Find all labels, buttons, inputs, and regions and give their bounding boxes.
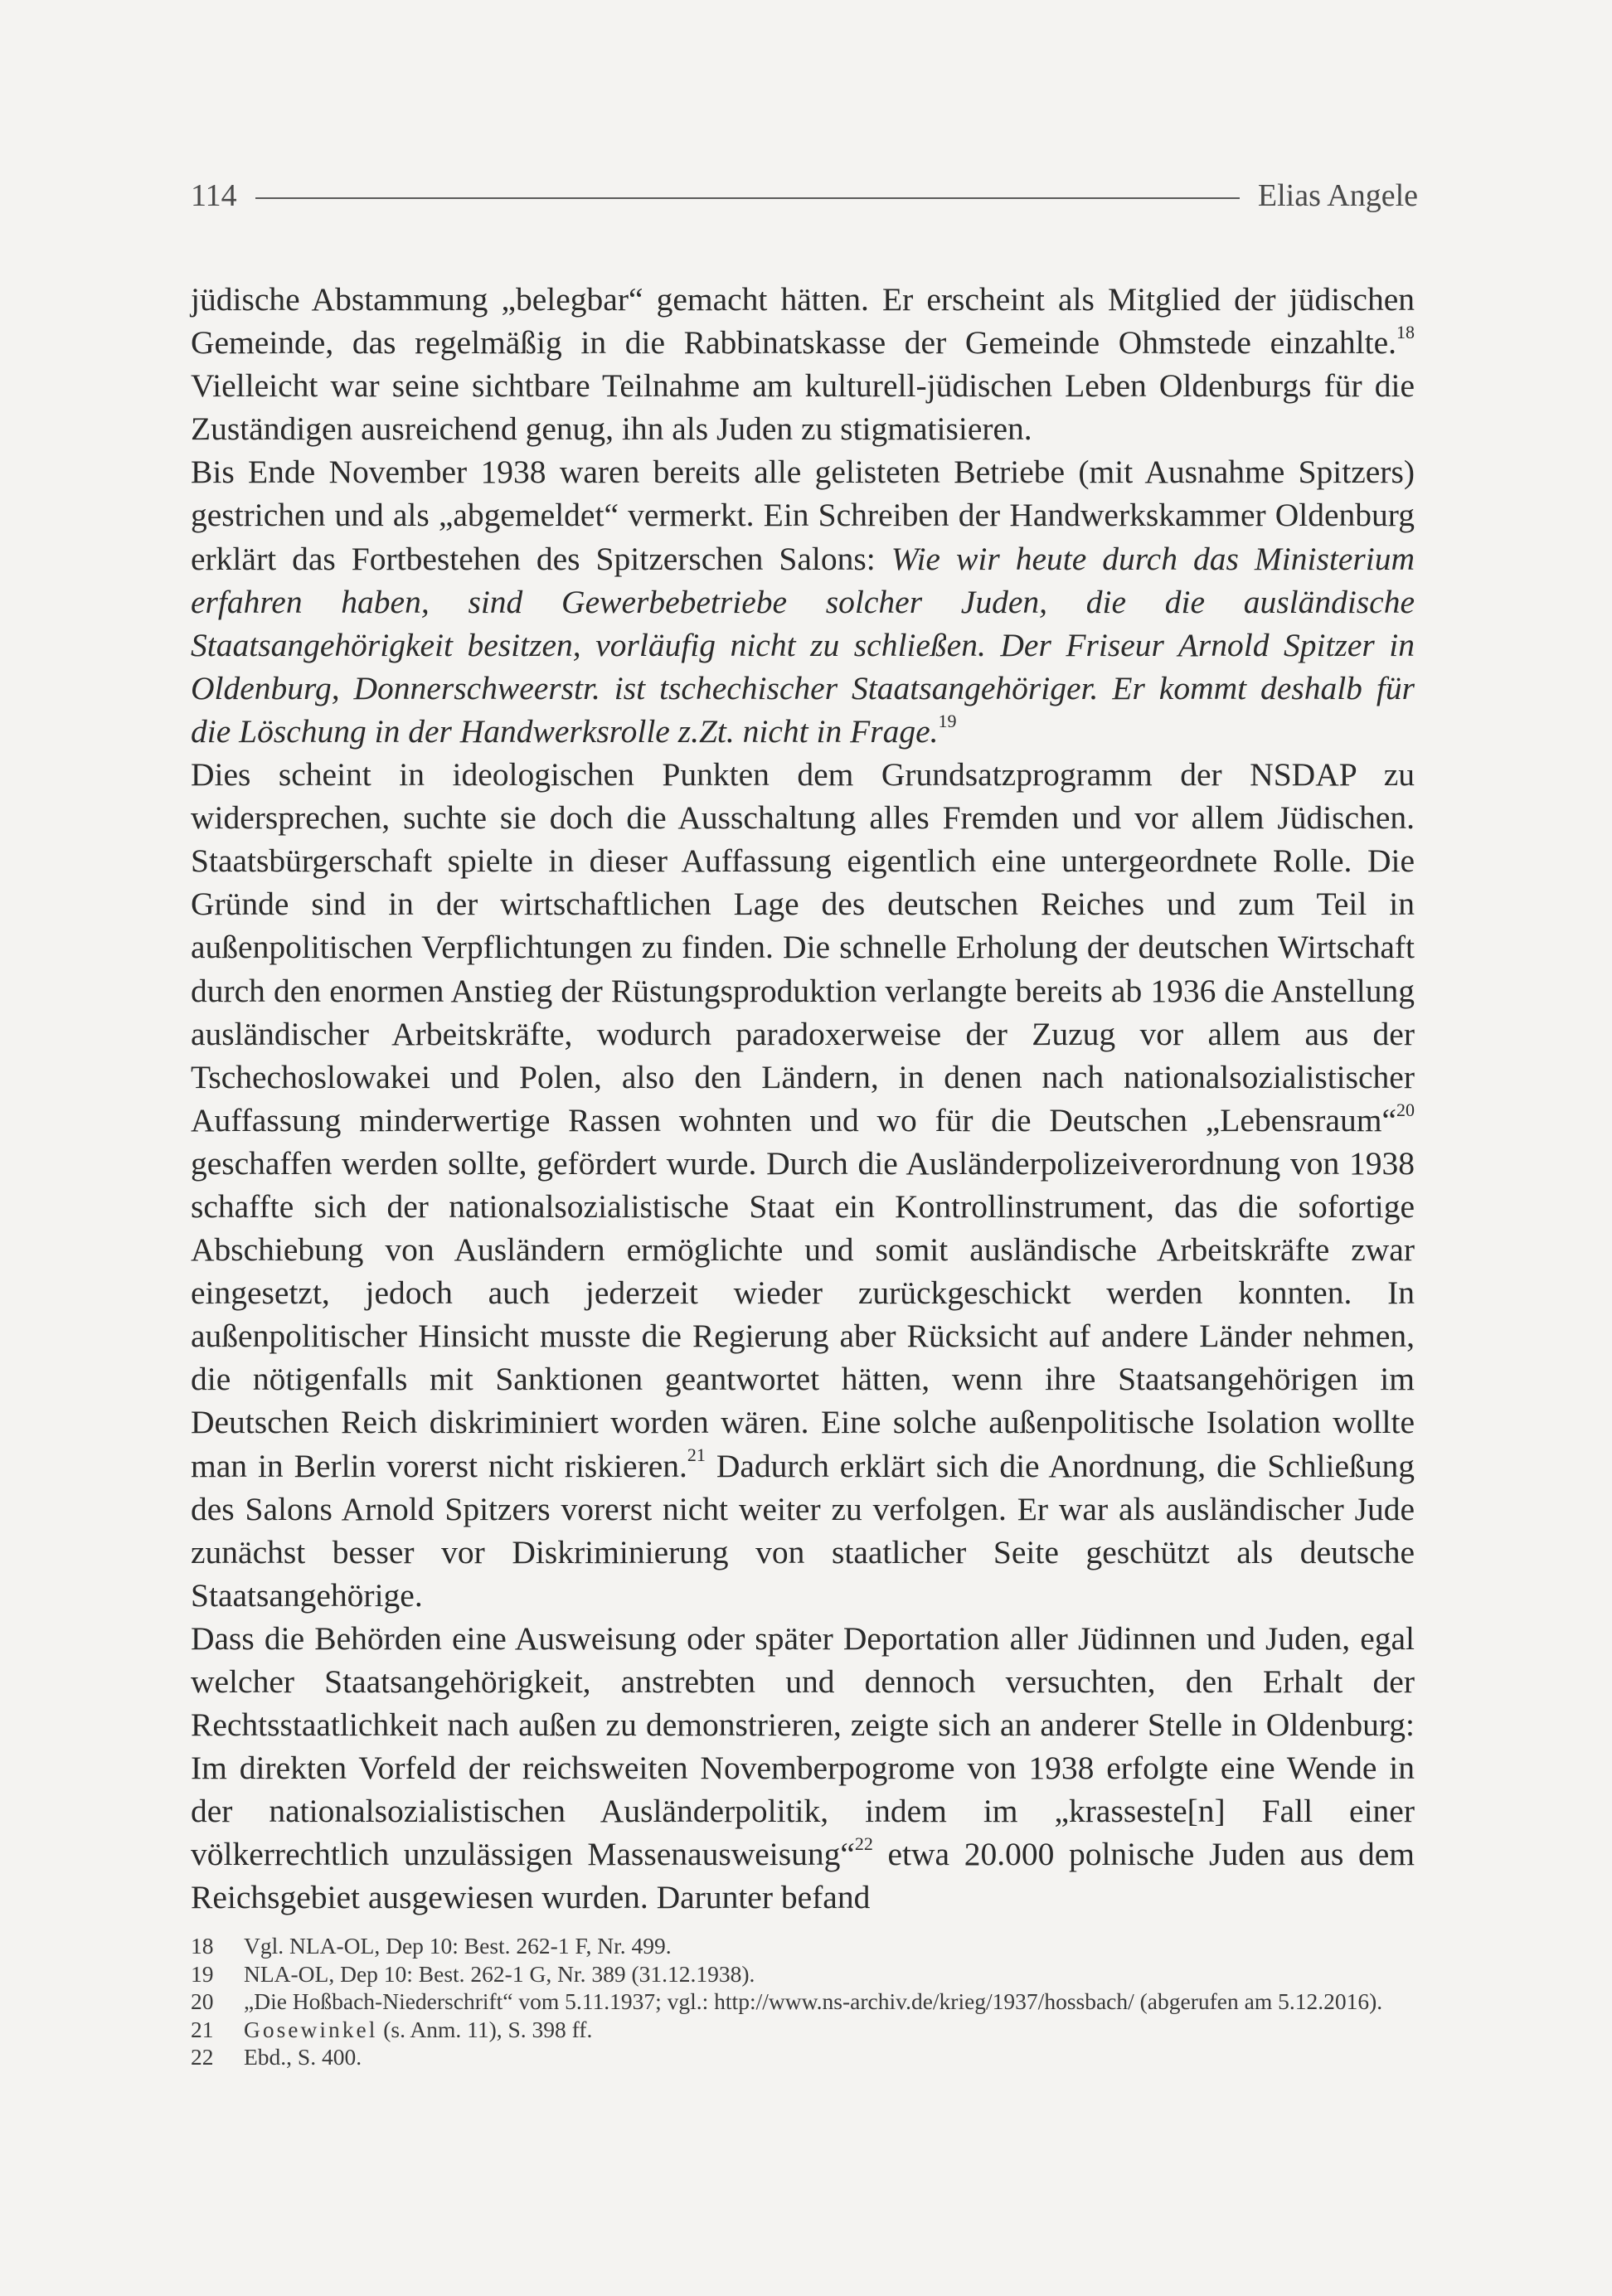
footnote-ref-19: 19 — [938, 710, 957, 731]
footnote-ref-18: 18 — [1396, 321, 1415, 342]
text-segment: jüdische Abstammung „belegbar“ gemacht hätten. Er erscheint als Mitglied der jüdischen Gemeinde, das regelmäßig in die Rabbinatskasse der Gemeinde Ohmstede einzahlte. — [191, 281, 1415, 362]
footnote-ref-22: 22 — [854, 1833, 873, 1855]
archival-quote: Wie wir heute durch das Ministerium erfahren haben, sind Gewerbebetriebe solcher Juden, die die ausländische Staatsangehörigkeit besitzen, vorläufig nicht zu schließen. Der Friseur Arnold Spitzer in Oldenburg, Donnerschweerstr. ist tschechischer Staatsangehöriger. Er kommt deshalb für die Löschung in der Handwerksrolle z.Zt. nicht in Frage. — [191, 540, 1415, 750]
text-segment: Dass die Behörden eine Ausweisung oder später Deportation aller Jüdinnen und Juden, egal welcher Staatsangehörigkeit, anstrebten und dennoch versuchten, den Erhalt der Rechtsstaatlichkeit nach außen zu demonstrieren, zeigte sich an anderer Stelle in Oldenburg: Im direkten Vorfeld der reichsweiten Novemberpogrome von 1938 erfolgte eine Wende in der nationalsozialistischen Ausländerpolitik, indem im „krasseste[n] Fall einer völkerrechtlich unzulässigen Massenausweisung“ — [191, 1619, 1415, 1873]
paragraph-4 — [191, 1617, 1415, 1920]
footnote-text: Vgl. NLA-OL, Dep 10: Best. 262-1 F, Nr. 499. — [244, 1933, 672, 1959]
footnote-text — [244, 2016, 1415, 2044]
footnote-20 — [191, 1988, 1415, 2016]
footnote-number: 20 — [191, 1988, 214, 2014]
text-segment: geschaffen werden sollte, gefördert wurde. Durch die Ausländerpolizeiverordnung von 1938 schaffte sich der nationalsozialistische Staat ein Kontrollinstrument, das die sofortige Abschiebung von Ausländern ermöglichte und somit ausländische Arbeitskräfte zwar eingesetzt, jedoch auch jederzeit wieder zurückgeschickt werden konnten. In außenpolitischer Hinsicht musste die Regierung aber Rücksicht auf andere Länder nehmen, die nötigenfalls mit Sanktionen geantwortet hätten, wenn ihre Staatsangehörigen im Deutschen Reich diskriminiert worden wären. Eine solche außenpolitische Isolation wollte man in Berlin vorerst nicht riskieren. — [191, 1144, 1415, 1484]
cited-author: Gosewinkel — [244, 2016, 378, 2042]
footnote-number: 21 — [191, 2016, 214, 2042]
header-rule — [255, 197, 1240, 199]
footnote-21 — [191, 2016, 1415, 2044]
footnote-text: NLA-OL, Dep 10: Best. 262-1 G, Nr. 389 (31.12.1938). — [244, 1960, 755, 1987]
footnote-text: Ebd., S. 400. — [244, 2044, 362, 2070]
footnote-22 — [191, 2043, 1415, 2071]
paragraph-2 — [191, 450, 1415, 753]
text-segment: Bis Ende November 1938 waren bereits alle gelisteten Betriebe (mit Ausnahme Spitzers) gestrichen und als „abgemeldet“ vermerkt. Ein Schreiben der Handwerkskammer Oldenburg erklärt das Fortbestehen des Spitzerschen Salons: — [191, 454, 1415, 577]
footnote-text: „Die Hoßbach-Niederschrift“ vom 5.11.1937; vgl.: http://www.ns-archiv.de/krieg/1937/hossbach/ (abgerufen am 5.12.2016). — [244, 1988, 1383, 2014]
footnote-18 — [191, 1932, 1415, 1960]
paragraph-3 — [191, 753, 1415, 1617]
text-segment: Dadurch erklärt sich die Anordnung, die Schließung des Salons Arnold Spitzers vorerst nicht weiter zu verfolgen. Er war als ausländischer Jude zunächst besser vor Diskriminierung von staatlicher Seite geschützt als deutsche Staatsangehörige. — [191, 1447, 1415, 1614]
footnote-ref-20: 20 — [1396, 1099, 1415, 1120]
main-text — [191, 278, 1415, 1920]
footnote-number: 19 — [191, 1960, 214, 1987]
footnote-ref-21: 21 — [687, 1444, 706, 1466]
text-segment: etwa 20.000 polnische Juden aus dem Reichsgebiet ausgewiesen wurden. Darunter befand — [191, 1836, 1415, 1916]
running-header — [191, 172, 1418, 219]
footnote-number: 18 — [191, 1933, 214, 1959]
page-number: 114 — [191, 178, 237, 213]
footnote-19 — [191, 1960, 1415, 1988]
footnote-number: 22 — [191, 2044, 214, 2070]
citation-rest: (s. Anm. 11), S. 398 ff. — [377, 2016, 593, 2042]
text-segment: Dies scheint in ideologischen Punkten dem Grundsatzprogramm der NSDAP zu widersprechen, suchte sie doch die Ausschaltung alles Fremden und vor allem Jüdischen. Staatsbürgerschaft spielte in dieser Auffassung eigentlich eine untergeordnete Rolle. Die Gründe sind in der wirtschaftlichen Lage des deutschen Reiches und zum Teil in außenpolitischen Verpflichtungen zu finden. Die schnelle Erholung der deutschen Wirtschaft durch den enormen Anstieg der Rüstungsproduktion verlangte bereits ab 1936 die Anstellung ausländischer Arbeitskräfte, wodurch paradoxerweise der Zuzug vor allem aus der Tschechoslowakei und Polen, also den Ländern, in denen nach nationalsozialistischer Auffassung minderwertige Rassen wohnten und wo für die Deutschen „Lebensraum“ — [191, 756, 1415, 1138]
paragraph-1 — [191, 278, 1415, 450]
footnotes — [191, 1932, 1415, 2071]
text-segment: Vielleicht war seine sichtbare Teilnahme am kulturell-jüdischen Leben Oldenburgs für die Zuständigen ausreichend genug, ihn als Juden zu stigmatisieren. — [191, 367, 1415, 448]
running-head-author: Elias Angele — [1257, 178, 1418, 213]
